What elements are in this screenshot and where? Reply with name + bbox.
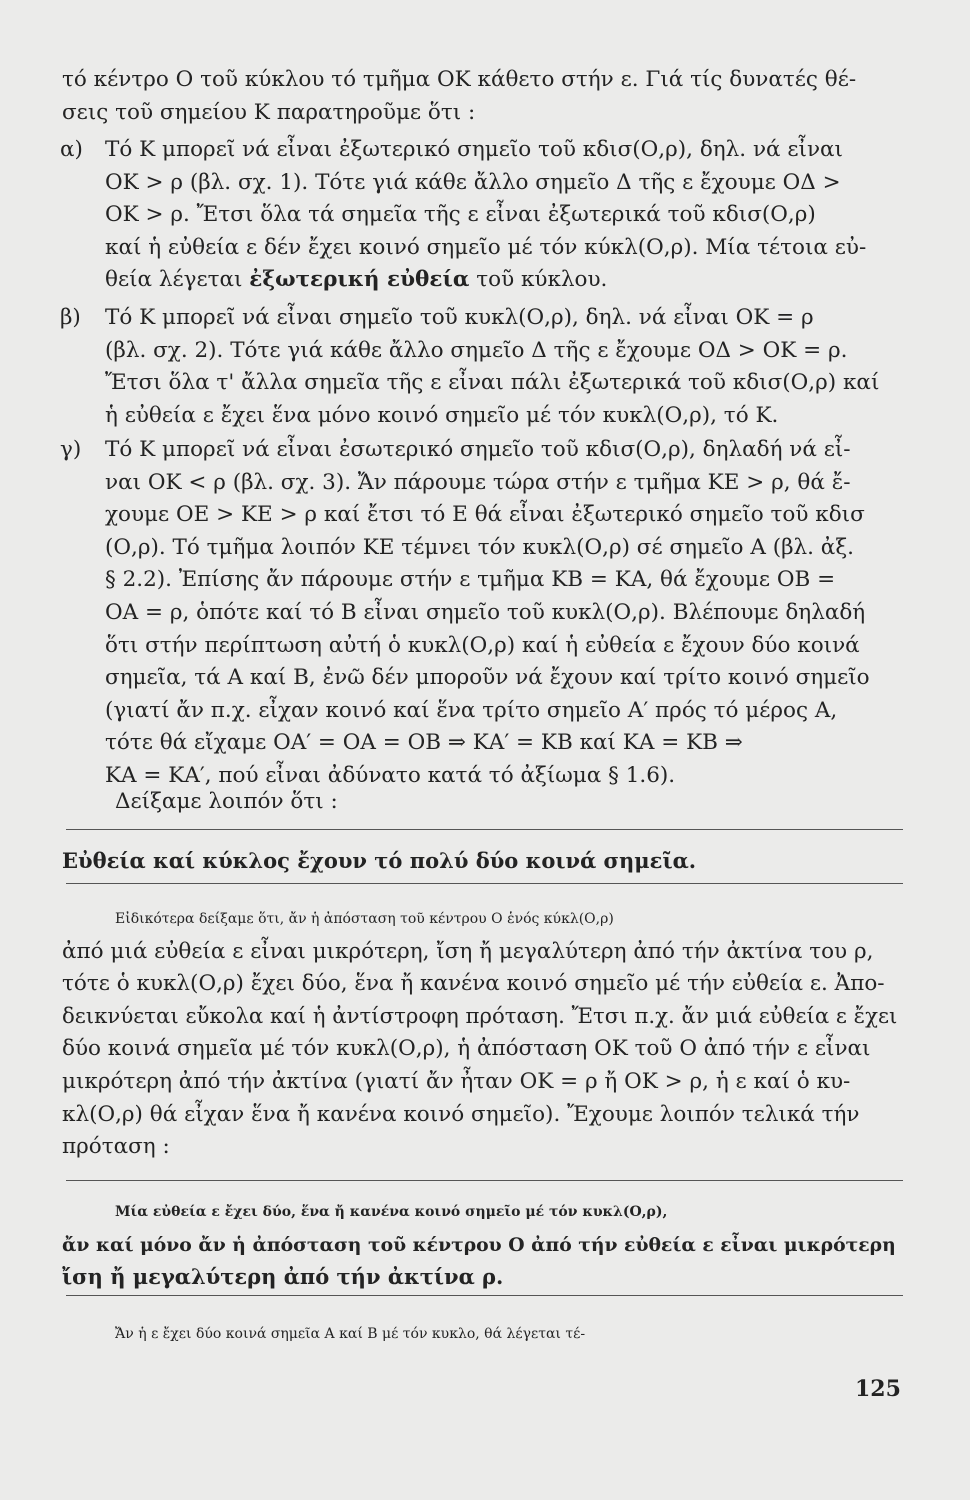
case-alpha bbox=[60, 134, 905, 297]
divider-rule bbox=[66, 1295, 903, 1296]
case-beta bbox=[60, 302, 905, 432]
final-paragraph bbox=[62, 1318, 904, 1351]
text-line bbox=[105, 264, 905, 297]
intro-paragraph bbox=[62, 64, 904, 129]
text-line: μικρότερη ἀπό τήν ἀκτίνα (γιατί ἄν ἦταν ΟΚ = ρ ἤ ΟΚ > ρ, ἡ ε καί ὁ κυ- bbox=[62, 1068, 851, 1094]
theorem-text: ἄν καί μόνο ἄν ἡ ἀπόσταση τοῦ κέντρου Ο ἀπό τήν εὐθεία ε εἶναι μικρότερη bbox=[62, 1233, 896, 1256]
theorem-text: ἴση ἤ μεγαλύτερη ἀπό τήν ἀκτίνα ρ. bbox=[62, 1264, 504, 1290]
text-line: σεις τοῦ σημείου Κ παρατηροῦμε ὅτι : bbox=[62, 99, 476, 125]
text-line: σημεῖα, τά Α καί Β, ἐνῶ δέν μποροῦν νά ἔχουν καί τρίτο κοινό σημεῖο bbox=[105, 665, 870, 691]
theorem-box bbox=[62, 845, 904, 878]
text-fragment: τοῦ κύκλου. bbox=[469, 267, 608, 293]
text-line: τότε θά εἴχαμε ΟΑ′ = ΟΑ = ΟΒ ⇒ ΚΑ′ = ΚΒ καί ΚΑ = ΚΒ ⇒ bbox=[105, 730, 743, 756]
text-line: ΟΚ > ρ. Ἔτσι ὅλα τά σημεῖα τῆς ε εἶναι ἐξωτερικά τοῦ κδισ(Ο,ρ) bbox=[105, 202, 816, 228]
text-line: πρόταση : bbox=[62, 1134, 170, 1160]
paragraph bbox=[62, 903, 904, 1164]
theorem-text: Εὐθεία καί κύκλος ἔχουν τό πολύ δύο κοινά σημεῖα. bbox=[62, 848, 697, 873]
case-label: β) bbox=[60, 305, 81, 330]
text-line: (γιατί ἄν π.χ. εἶχαν κοινό καί ἕνα τρίτο σημεῖο Α′ πρός τό μέρος Α, bbox=[105, 697, 838, 723]
divider-rule bbox=[66, 829, 903, 830]
defined-term: ἐξωτερική εὐθεία bbox=[249, 267, 470, 293]
text-line: ἀπό μιά εὐθεία ε εἶναι μικρότερη, ἴση ἤ μεγαλύτερη ἀπό τήν ἀκτίνα του ρ, bbox=[62, 938, 874, 964]
text-line: δεικνύεται εὔκολα καί ἡ ἀντίστροφη πρόταση. Ἔτσι π.χ. ἄν μιά εὐθεία ε ἔχει bbox=[62, 1003, 898, 1029]
text-line: καί ἡ εὐθεία ε δέν ἔχει κοινό σημεῖο μέ τόν κύκλ(Ο,ρ). Μία τέτοια εὐ- bbox=[105, 234, 867, 260]
text-line: κλ(Ο,ρ) θά εἶχαν ἕνα ἤ κανένα κοινό σημεῖο). Ἔχουμε λοιπόν τελικά τήν bbox=[62, 1101, 860, 1127]
text-line: ναι ΟΚ < ρ (βλ. σχ. 3). Ἄν πάρουμε τώρα στήν ε τμῆμα ΚΕ > ρ, θά ἔ- bbox=[105, 469, 851, 495]
text-line: Τό Κ μπορεῖ νά εἶναι ἐσωτερικό σημεῖο τοῦ κδισ(Ο,ρ), δηλαδή νά εἶ- bbox=[105, 437, 851, 462]
case-label: α) bbox=[60, 137, 83, 162]
text-fragment: θεία λέγεται bbox=[105, 267, 250, 293]
text-line: δύο κοινά σημεῖα μέ τόν κυκλ(Ο,ρ), ἡ ἀπόσταση ΟΚ τοῦ Ο ἀπό τήν ε εἶναι bbox=[62, 1036, 871, 1062]
text-line: χουμε ΟΕ > ΚΕ > ρ καί ἔτσι τό Ε θά εἶναι ἐξωτερικό σημεῖο τοῦ κδισ bbox=[105, 502, 865, 528]
text-line: (Ο,ρ). Τό τμῆμα λοιπόν ΚΕ τέμνει τόν κυκλ(Ο,ρ) σέ σημεῖο Α (βλ. ἀξ. bbox=[105, 534, 855, 560]
divider-rule bbox=[66, 1180, 903, 1181]
text-line: Τό Κ μπορεῖ νά εἶναι ἐξωτερικό σημεῖο τοῦ κδισ(Ο,ρ), δηλ. νά εἶναι bbox=[105, 137, 843, 162]
text-line: Ἄν ἡ ε ἔχει δύο κοινά σημεῖα Α καί Β μέ τόν κυκλο, θά λέγεται τέ- bbox=[115, 1326, 586, 1342]
text-line: ΚΑ = ΚΑ′, πού εἶναι ἀδύνατο κατά τό ἀξίωμα § 1.6). bbox=[105, 762, 676, 788]
text-line: Εἰδικότερα δείξαμε ὅτι, ἄν ἡ ἀπόσταση τοῦ κέντρου Ο ἑνός κύκλ(Ο,ρ) bbox=[115, 911, 614, 927]
text-line: ἡ εὐθεία ε ἔχει ἕνα μόνο κοινό σημεῖο μέ τόν κυκλ(Ο,ρ), τό Κ. bbox=[105, 402, 779, 428]
text-line: Ἔτσι ὅλα τ' ἄλλα σημεῖα τῆς ε εἶναι πάλι ἐξωτερικά τοῦ κδισ(Ο,ρ) καί bbox=[105, 370, 880, 396]
text-line: Τό Κ μπορεῖ νά εἶναι σημεῖο τοῦ κυκλ(Ο,ρ), δηλ. νά εἶναι ΟΚ = ρ bbox=[105, 305, 814, 330]
text-line: τότε ὁ κυκλ(Ο,ρ) ἔχει δύο, ἕνα ἤ κανένα κοινό σημεῖο μέ τήν εὐθεία ε. Ἀπο- bbox=[62, 971, 885, 997]
theorem-text: Μία εὐθεία ε ἔχει δύο, ἕνα ἤ κανένα κοινό σημεῖο μέ τόν κυκλ(Ο,ρ), bbox=[115, 1204, 668, 1220]
text-line: τό κέντρο Ο τοῦ κύκλου τό τμῆμα ΟΚ κάθετο στήν ε. Γιά τίς δυνατές θέ- bbox=[62, 67, 857, 92]
case-label: γ) bbox=[60, 437, 82, 462]
text-line: § 2.2). Ἐπίσης ἄν πάρουμε στήν ε τμῆμα ΚΒ = ΚΑ, θά ἔχουμε ΟΒ = bbox=[105, 567, 836, 593]
text-line: ΟΚ > ρ (βλ. σχ. 1). Τότε γιά κάθε ἄλλο σημεῖο Δ τῆς ε ἔχουμε ΟΔ > bbox=[105, 169, 841, 195]
shown-line: Δείξαμε λοιπόν ὅτι : bbox=[115, 789, 338, 814]
theorem-box bbox=[62, 1196, 904, 1294]
text-line: (βλ. σχ. 2). Τότε γιά κάθε ἄλλο σημεῖο Δ τῆς ε ἔχουμε ΟΔ > ΟΚ = ρ. bbox=[105, 337, 848, 363]
text-line: ΟΑ = ρ, ὁπότε καί τό Β εἶναι σημεῖο τοῦ κυκλ(Ο,ρ). Βλέπουμε δηλαδή bbox=[105, 599, 866, 625]
divider-rule bbox=[66, 883, 903, 884]
page-number: 125 bbox=[855, 1376, 901, 1402]
case-gamma bbox=[60, 434, 905, 793]
text-line: ὅτι στήν περίπτωση αὐτή ὁ κυκλ(Ο,ρ) καί ἡ εὐθεία ε ἔχουν δύο κοινά bbox=[105, 632, 860, 658]
